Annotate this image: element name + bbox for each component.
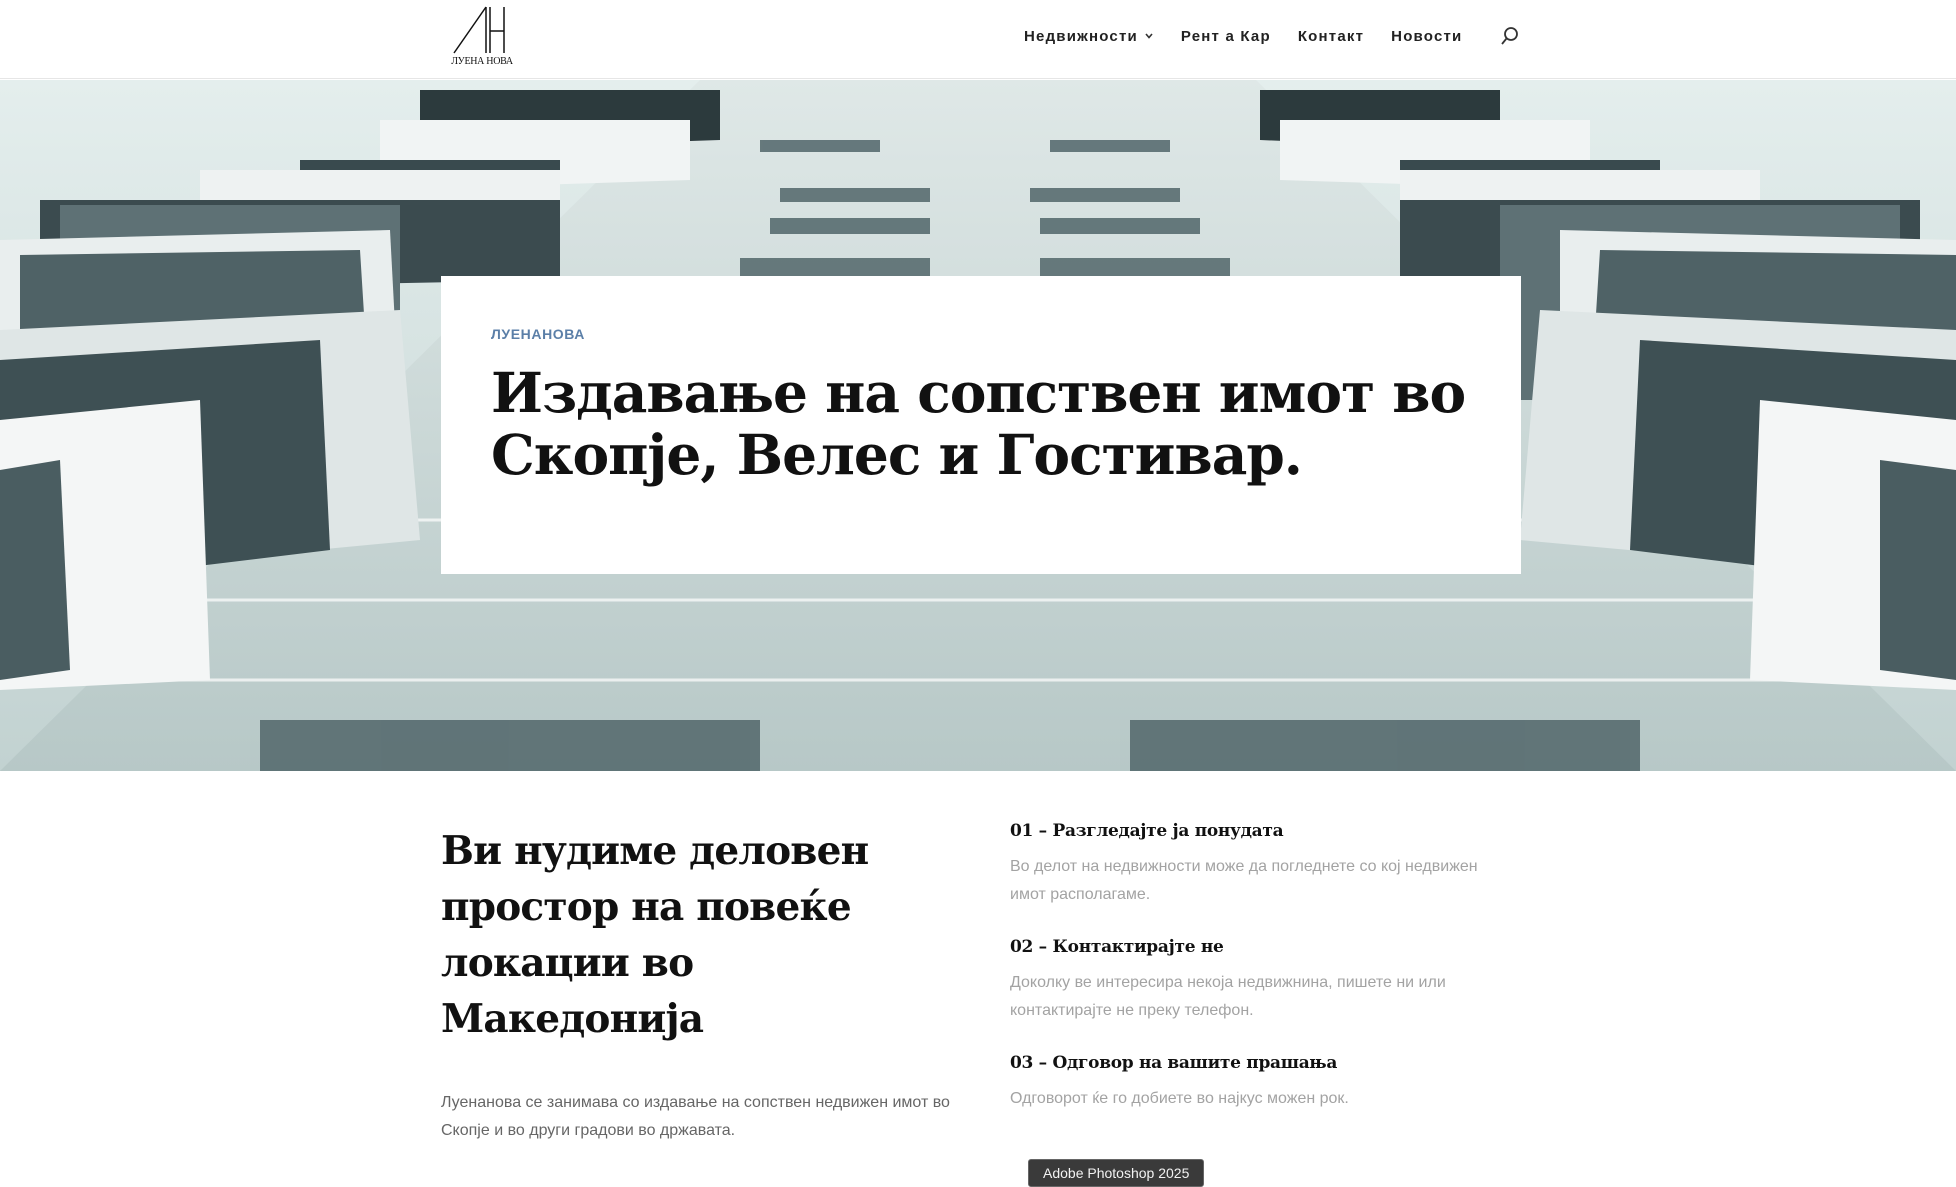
hero-eyebrow: ЛУЕНАНОВА — [491, 326, 586, 342]
nav-item-contact[interactable] — [1298, 28, 1364, 45]
step-text: Доколку ве интересира некоја недвижнина, пишете ни или контактирајте не преку телефон. — [1010, 974, 1446, 1019]
app-tooltip: Adobe Photoshop 2025 — [1028, 1159, 1204, 1187]
site-header — [0, 0, 1956, 79]
intro-title: Ви нудиме деловен простор на повеќе локации во Македонија — [441, 828, 869, 1042]
nav-item-label: Новости — [1391, 27, 1463, 45]
step-item — [1010, 935, 1510, 1025]
nav-item-real-estate[interactable] — [1024, 28, 1154, 45]
nav-item-rent-a-car[interactable] — [1181, 28, 1271, 45]
nav-item-label: Рент а Кар — [1180, 27, 1271, 45]
search-icon[interactable] — [1500, 26, 1520, 48]
step-text: Во делот на недвижности може да погледнете со кој недвижен имот располагаме. — [1010, 858, 1478, 903]
step-item — [1010, 1051, 1510, 1113]
hero-banner — [0, 80, 1956, 771]
intro-left-column — [441, 823, 961, 1145]
hero-card — [441, 276, 1521, 574]
nav-item-label: Недвижности — [1024, 27, 1138, 45]
step-item — [1010, 819, 1510, 909]
step-text: Одговорот ќе го добиете во најкус можен рок. — [1010, 1090, 1349, 1107]
site-logo[interactable] — [450, 5, 514, 67]
hero-title: Издавање на сопствен имот во Скопје, Велес и Гостивар. — [491, 360, 1466, 487]
chevron-down-icon — [1144, 31, 1154, 41]
main-nav — [1024, 0, 1489, 72]
step-title: 03 – Одговор на вашите прашања — [1010, 1053, 1338, 1073]
step-title: 01 – Разгледајте ја понудата — [1010, 821, 1284, 841]
nav-item-news[interactable] — [1391, 28, 1462, 45]
logo-text: ЛУЕНА НОВА — [451, 56, 513, 67]
logo-mark-icon — [450, 5, 514, 55]
steps-column — [1010, 819, 1510, 1139]
step-title: 02 – Контактирајте не — [1010, 937, 1224, 957]
intro-section — [0, 771, 1956, 1187]
intro-text: Луенанова се занимава со издавање на сопствен недвижен имот во Скопје и во други градови во државата. — [441, 1094, 950, 1139]
nav-item-label: Контакт — [1297, 27, 1365, 45]
